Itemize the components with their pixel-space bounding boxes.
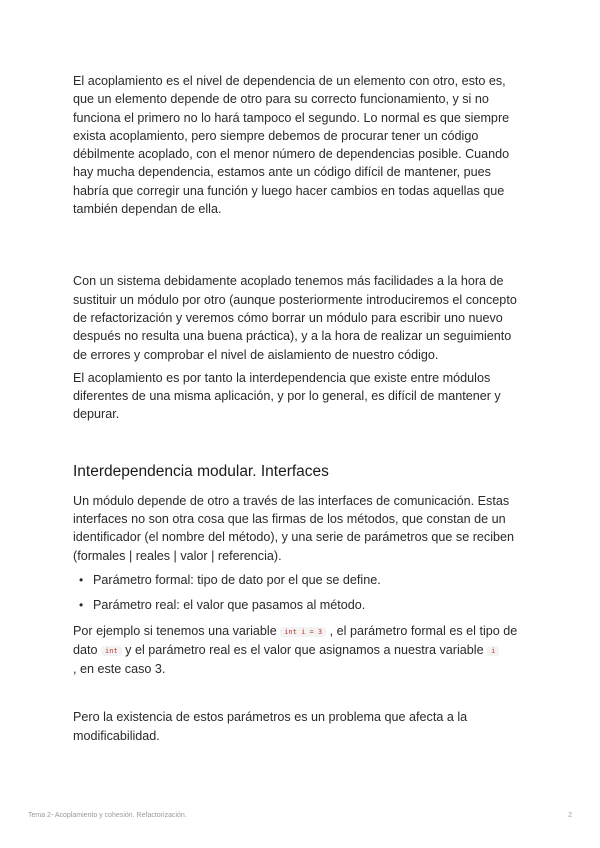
page-footer <box>28 812 572 819</box>
inline-code-variable: i <box>487 646 499 656</box>
document-body <box>73 72 528 745</box>
example-text: Por ejemplo si tenemos una variable <box>73 623 281 638</box>
example-text: , en este caso 3. <box>73 662 166 677</box>
example-text: y el parámetro real es el valor que asignamos a nuestra variable <box>121 642 488 657</box>
paragraph-example <box>73 622 528 679</box>
list-item-text: Parámetro formal: tipo de dato por el que se define. <box>93 572 381 587</box>
parameter-list <box>73 571 528 615</box>
paragraph-coupling-definition: El acoplamiento es el nivel de dependencia de un elemento con otro, esto es, que un elemento depende de otro para su correcto funcionamiento, y si no funciona el primero no lo hará tampoco el segundo. Lo normal es que siempre exista acoplamiento, pero siempre debemos de procurar tener un código débilmente acoplado, con el menor número de dependencias posible. Cuando hay mucha dependencia, estamos ante un código difícil de mantener, pues habría que corregir una función y luego hacer cambios en todas aquellas que también dependan de ella. <box>73 74 510 217</box>
inline-code-type: int <box>101 646 122 656</box>
list-item <box>79 571 528 589</box>
section-heading: Interdependencia modular. Interfaces <box>73 462 329 480</box>
paragraph-modifiability: Pero la existencia de estos parámetros es un problema que afecta a la modificabilidad. <box>73 710 468 743</box>
footer-title: Tema 2- Acoplamiento y cohesión. Refactorización. <box>28 812 187 819</box>
paragraph-coupled-system: Con un sistema debidamente acoplado tenemos más facilidades a la hora de sustituir un módulo por otro (aunque posteriormente introduciremos el concepto de refactorización y veremos cómo borrar un módulo para escribir uno nuevo después no resulta una buena práctica), y a la hora de realizar un seguimiento de errores y comprobar el nivel de aislamiento de nuestro código. <box>73 274 517 362</box>
paragraph-interdependence: El acoplamiento es por tanto la interdependencia que existe entre módulos diferentes de una misma aplicación, y por lo general, es difícil de mantener y depurar. <box>73 370 501 422</box>
page-number: 2 <box>568 812 572 819</box>
list-item <box>79 596 528 614</box>
paragraph-interfaces: Un módulo depende de otro a través de las interfaces de comunicación. Estas interfaces no son otra cosa que las firmas de los métodos, que constan de un identificador (el nombre del método), y una serie de parámetros que se reciben (formales | reales | valor | referencia). <box>73 493 515 563</box>
example-text: , el parámetro formal es el tipo de dato <box>73 623 518 657</box>
list-item-text: Parámetro real: el valor que pasamos al método. <box>93 598 366 613</box>
bullet-icon: • <box>79 598 84 613</box>
bullet-icon: • <box>79 572 84 587</box>
inline-code-declaration: int i = 3 <box>280 627 326 637</box>
